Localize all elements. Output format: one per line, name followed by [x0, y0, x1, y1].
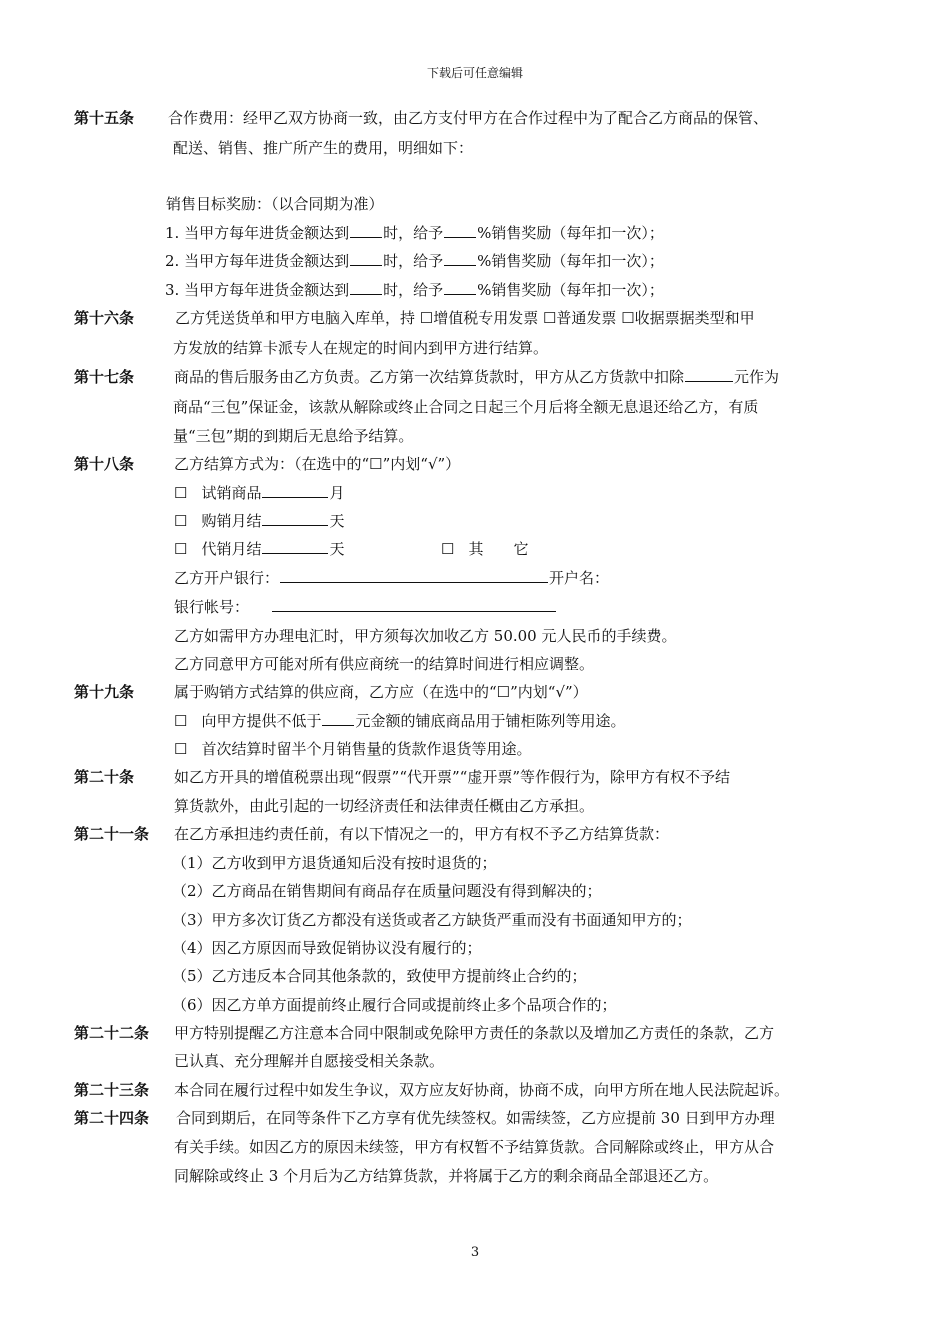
article-20-title: 第二十条: [74, 768, 135, 786]
article-22-line-2: 已认真、充分理解并自愿接受相关条款。: [174, 1052, 445, 1070]
checkbox[interactable]: ☐: [441, 540, 455, 558]
article-17-line-3: 量“三包”期的到期后无息给予结算。: [173, 427, 414, 445]
reward-item-2: 2. 当甲方每年进货金额达到 时，给予 %销售奖励（每年扣一次）；: [165, 252, 664, 270]
settlement-option-consignment: ☐ 代销月结 天: [174, 540, 345, 558]
article-15-line-1: 合作费用：经甲乙双方协商一致，由乙方支付甲方在合作过程中为了配合乙方商品的保管、: [168, 109, 769, 127]
article-21-item-2: （2）乙方商品在销售期间有商品存在质量问题没有得到解决的；: [172, 882, 602, 900]
article-19-line-1: 属于购销方式结算的供应商，乙方应（在选中的“☐”内划“√”）: [174, 683, 588, 701]
article-20-line-2: 算货款外，由此引起的一切经济责任和法律责任概由乙方承担。: [174, 797, 595, 815]
settlement-adjust-note: 乙方同意甲方可能对所有供应商统一的结算时间进行相应调整。: [174, 655, 595, 673]
account-number-line: 银行帐号：: [174, 593, 557, 621]
article-15-line-2: 配送、销售、推广所产生的费用，明细如下：: [173, 139, 474, 157]
article-16-line-1: 乙方凭送货单和甲方电脑入库单，持 ☐增值税专用发票 ☐普通发票 ☐收据票据类型和甲: [175, 309, 755, 327]
page-header: 下载后可任意编辑: [426, 66, 523, 80]
settlement-option-other: ☐ 其 它: [441, 540, 529, 558]
bank-line: 乙方开户银行： 开户名：: [174, 569, 610, 587]
page-number: 3: [470, 1245, 480, 1260]
article-22-line-1: 甲方特别提醒乙方注意本合同中限制或免除甲方责任的条款以及增加乙方责任的条款，乙方: [174, 1024, 775, 1042]
article-21-item-3: （3）甲方多次订货乙方都没有送货或者乙方缺货严重而没有书面通知甲方的；: [172, 911, 692, 929]
checkbox[interactable]: ☐: [174, 484, 188, 502]
article-15-title: 第十五条: [74, 109, 135, 127]
article-17-title: 第十七条: [74, 368, 135, 386]
article-22-title: 第二十二条: [74, 1024, 150, 1042]
article-21-item-1: （1）乙方收到甲方退货通知后没有按时退货的；: [172, 854, 497, 872]
article-19-option-1: ☐ 向甲方提供不低于 元金额的铺底商品用于铺柜陈列等用途。: [174, 712, 626, 730]
article-21-item-6: （6）因乙方单方面提前终止履行合同或提前终止多个品项合作的；: [172, 996, 617, 1014]
settlement-option-purchase: ☐ 购销月结 天: [174, 512, 345, 530]
checkbox[interactable]: ☐: [174, 540, 188, 558]
article-24-line-3: 同解除或终止 3 个月后为乙方结算货款，并将属于乙方的剩余商品全部退还乙方。: [174, 1167, 719, 1185]
article-24-line-1: 合同到期后，在同等条件下乙方享有优先续签权。如需续签，乙方应提前 30 日到甲方办理: [176, 1109, 775, 1127]
article-17-line-1: 商品的售后服务由乙方负责。乙方第一次结算货款时，甲方从乙方货款中扣除 元作为: [174, 368, 780, 386]
article-24-line-2: 有关手续。如因乙方的原因未续签，甲方有权暂不予结算货款。合同解除或终止，甲方从合: [174, 1138, 775, 1156]
checkbox[interactable]: ☐: [174, 740, 188, 758]
wire-fee-note: 乙方如需甲方办理电汇时，甲方须每次加收乙方 50.00 元人民币的手续费。: [174, 627, 677, 645]
article-21-title: 第二十一条: [74, 825, 150, 843]
article-21-line-1: 在乙方承担违约责任前，有以下情况之一的，甲方有权不予乙方结算货款：: [174, 825, 670, 843]
article-17-line-2: 商品“三包”保证金，该款从解除或终止合同之日起三个月后将全额无息退还给乙方，有质: [173, 398, 759, 416]
article-18-line-1: 乙方结算方式为：（在选中的“☐”内划“√”）: [174, 455, 461, 473]
checkbox[interactable]: ☐: [174, 712, 188, 730]
article-21-item-5: （5）乙方违反本合同其他条款的，致使甲方提前终止合约的；: [172, 967, 587, 985]
reward-item-1: 1. 当甲方每年进货金额达到 时，给予 %销售奖励（每年扣一次）；: [165, 224, 664, 242]
article-23-title: 第二十三条: [74, 1081, 150, 1099]
article-21-item-4: （4）因乙方原因而导致促销协议没有履行的；: [172, 939, 482, 957]
checkbox[interactable]: ☐: [174, 512, 188, 530]
article-20-line-1: 如乙方开具的增值税票出现“假票”“代开票”“虚开票”等作假行为，除甲方有权不予结: [174, 768, 731, 786]
article-19-option-2: ☐ 首次结算时留半个月销售量的货款作退货等用途。: [174, 740, 532, 758]
article-19-title: 第十九条: [74, 683, 135, 701]
sales-reward-heading: 销售目标奖励：（以合同期为准）: [166, 195, 384, 213]
article-18-title: 第十八条: [74, 455, 135, 473]
article-16-title: 第十六条: [74, 309, 135, 327]
article-16-line-2: 方发放的结算卡派专人在规定的时间内到甲方进行结算。: [173, 339, 549, 357]
article-24-title: 第二十四条: [74, 1109, 150, 1127]
reward-item-3: 3. 当甲方每年进货金额达到 时，给予 %销售奖励（每年扣一次）；: [165, 281, 664, 299]
settlement-option-trial: ☐ 试销商品 月: [174, 484, 345, 502]
article-23-line-1: 本合同在履行过程中如发生争议，双方应友好协商，协商不成，向甲方所在地人民法院起诉。: [174, 1081, 790, 1099]
